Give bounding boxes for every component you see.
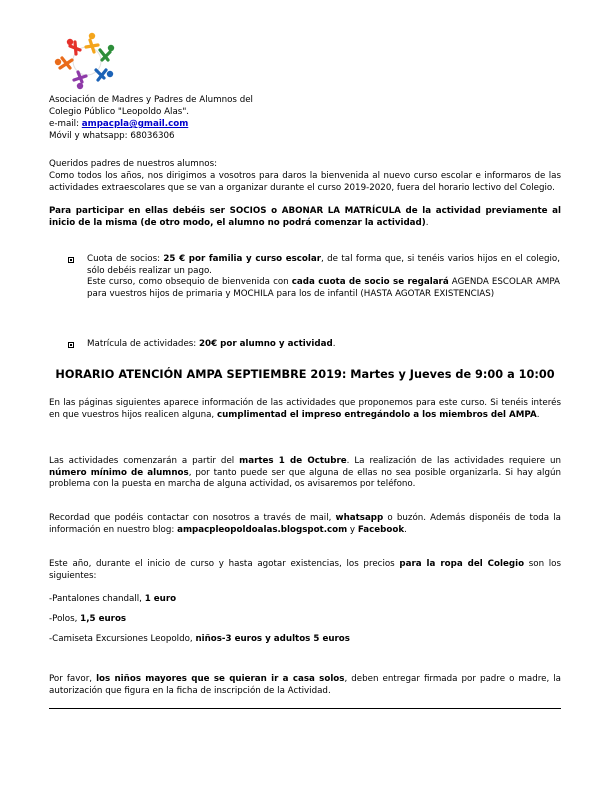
intro-paragraph: Como todos los años, nos dirigimos a vosotros para daros la bienvenida al nuevo curso escolar e informaros de las actividades extraescolares que se van a organizar durante el curso 2019-2020, fuera del horario lectivo del Colegio.: [49, 171, 561, 193]
contact-paragraph: Recordad que podéis contactar con nosotros a través de mail, whatsapp o buzón. Además disponéis de toda la información en nuestro blog: ampacpleopoldoalas.blogspot.com y Facebook.: [49, 513, 561, 535]
office-hours-heading: HORARIO ATENCIÓN AMPA SEPTIEMBRE 2019: Martes y Jueves de 9:00 a 10:00: [55, 368, 555, 381]
people-circle-logo-icon: [48, 30, 126, 92]
start-date-paragraph: Las actividades comenzarán a partir del martes 1 de Octubre. La realización de las actividades requiere un número mínimo de alumnos, por tanto puede ser que alguna de ellas no sea posible organizarla. Si hay algún problema con la puesta en marcha de alguna actividad, os avisaremos por teléfono.: [49, 456, 562, 489]
participation-notice: Para participar en ellas debéis ser SOCIOS o ABONAR LA MATRÍCULA de la actividad previamente al inicio de la misma (de otro modo, el alumno no podrá comenzar la actividad).: [49, 206, 561, 228]
blog-link[interactable]: ampacpleopoldoalas.blogspot.com: [177, 524, 348, 535]
email-line: [49, 119, 188, 131]
participation-notice-bold: Para participar en ellas debéis ser SOCIOS o ABONAR LA MATRÍCULA de la actividad previamente al inicio de la misma (de otro modo, el alumno no podrá comenzar la actividad): [49, 206, 561, 228]
email-label: e-mail:: [49, 119, 82, 129]
authorization-paragraph: Por favor, los niños mayores que se quieran ir a casa solos, deben entregar firmada por padre o madre, la autorización que figura en la ficha de inscripción de la Actividad.: [49, 674, 562, 696]
price-item: -Pantalones chandall, 1 euro: [49, 594, 177, 604]
org-name-line1: Asociación de Madres y Padres de Alumnos del: [49, 95, 253, 105]
email-link[interactable]: ampacpla@gmail.com: [81, 119, 189, 129]
activities-info-paragraph: En las páginas siguientes aparece información de las actividades que proponemos para este curso. Si tenéis interés en que vuestros hijos realicen alguna, cumplimentad el impreso entregándolo a los miembros del AMPA.: [49, 398, 561, 420]
checkbox-bullet-icon: [68, 257, 74, 263]
price-item: -Polos, 1,5 euros: [49, 614, 127, 624]
org-name-line2: Colegio Público "Leopoldo Alas".: [49, 107, 190, 117]
price-item: -Camiseta Excursiones Leopoldo, niños-3 euros y adultos 5 euros: [49, 634, 350, 644]
membership-text: Cuota de socios: 25 € por familia y curso escolar, de tal forma que, si tenéis varios hijos en el colegio, sólo debéis realizar un pago. Este curso, como obsequio de bienvenida con cada cuota de socio se regalará AGENDA ESCOLAR AMPA para vuestros hijos de primaria y MOCHILA para los de infantil (HASTA AGOTAR EXISTENCIAS): [87, 254, 561, 299]
facebook-link[interactable]: Facebook: [357, 524, 405, 535]
uniform-prices-intro: Este año, durante el inicio de curso y hasta agotar existencias, los precios para la ropa del Colegio son los siguientes:: [49, 559, 562, 581]
horizontal-divider: [49, 708, 561, 709]
checkbox-bullet-icon: [68, 342, 74, 348]
greeting: Queridos padres de nuestros alumnos:: [49, 159, 218, 169]
phone-line: Móvil y whatsapp: 68036306: [49, 131, 175, 141]
enrollment-text: Matrícula de actividades: 20€ por alumno y actividad.: [87, 339, 336, 349]
